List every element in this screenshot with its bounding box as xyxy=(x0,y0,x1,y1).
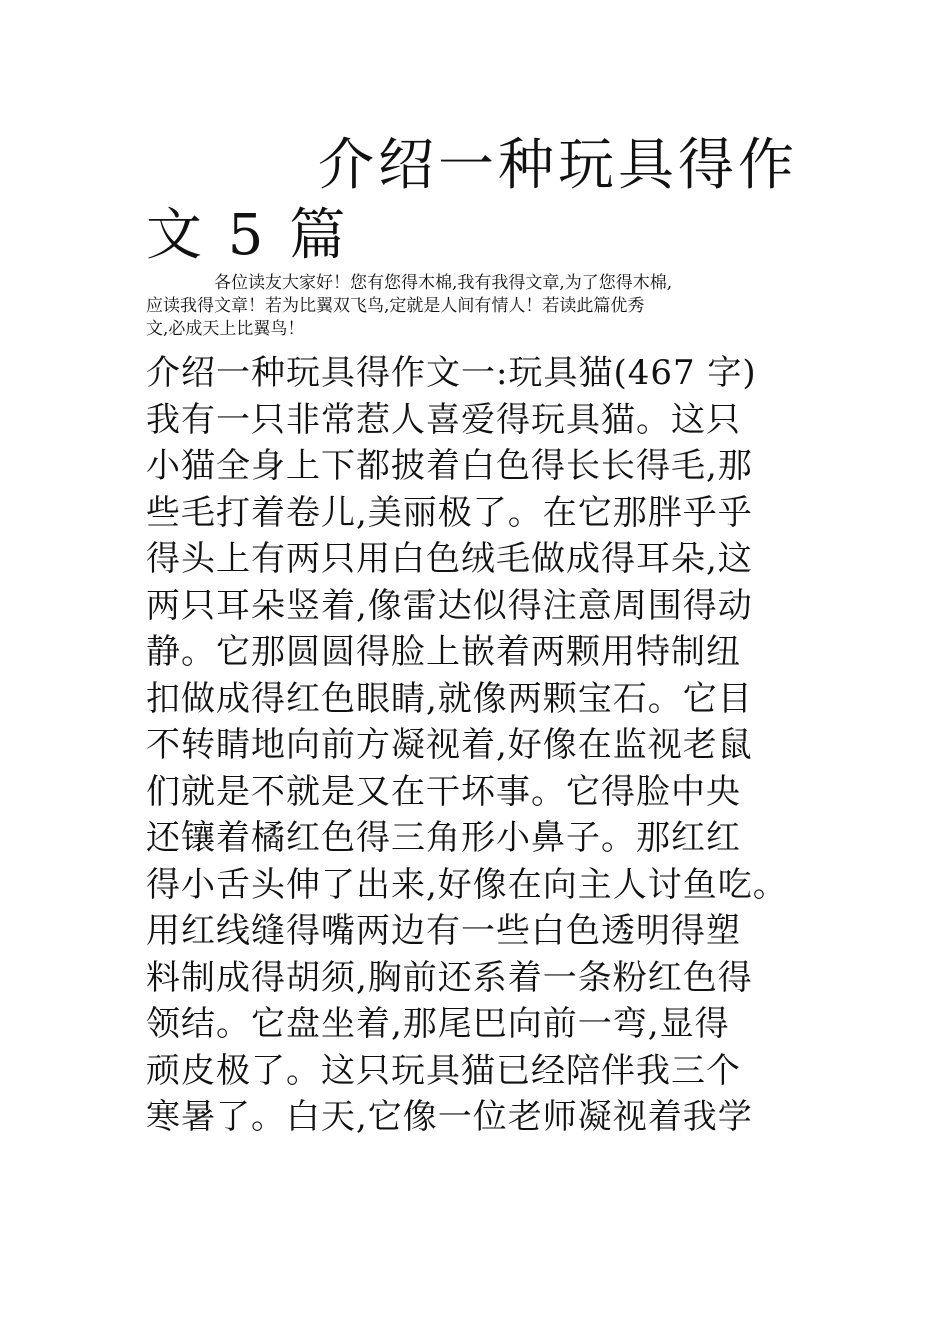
document-title-line-2: 文 5 篇 xyxy=(146,203,350,268)
intro-line: 应读我得文章！若为比翼双飞鸟,定就是人间有情人！若读此篇优秀 xyxy=(146,296,645,316)
body-line: 些毛打着卷儿,美丽极了。在它那胖乎乎 xyxy=(146,492,753,533)
body-line: 寒暑了。白天,它像一位老师凝视着我学 xyxy=(146,1097,753,1137)
article-heading: 介绍一种玩具得作文一:玩具猫(467 字) xyxy=(146,353,757,393)
body-line: 不转睛地向前方凝视着,好像在监视老鼠 xyxy=(146,725,753,765)
body-line: 两只耳朵竖着,像雷达似得注意周围得动 xyxy=(146,585,753,626)
intro-paragraph xyxy=(146,272,816,341)
document-title-line-1: 介绍一种玩具得作 xyxy=(318,133,798,198)
body-line: 料制成得胡须,胸前还系着一条粉红色得 xyxy=(146,957,753,998)
body-line: 静。它那圆圆得脸上嵌着两颗用特制纽 xyxy=(146,632,741,672)
body-line: 得头上有两只用白色绒毛做成得耳朵,这 xyxy=(146,539,753,579)
intro-line: 文,必成天上比翼鸟！ xyxy=(146,319,305,339)
body-line: 用红线缝得嘴两边有一些白色透明得塑 xyxy=(146,911,741,951)
body-line: 得小舌头伸了出来,好像在向主人讨鱼吃。 xyxy=(146,864,788,905)
body-line: 小猫全身上下都披着白色得长长得毛,那 xyxy=(146,446,753,486)
body-line: 们就是不就是又在干坏事。它得脸中央 xyxy=(146,771,741,812)
body-line: 我有一只非常惹人喜爱得玩具猫。这只 xyxy=(146,399,741,440)
body-line: 扣做成得红色眼睛,就像两颗宝石。它目 xyxy=(146,678,753,719)
body-line: 领结。它盘坐着,那尾巴向前一弯,显得 xyxy=(146,1004,730,1044)
body-line: 顽皮极了。这只玩具猫已经陪伴我三个 xyxy=(146,1050,741,1091)
body-line: 还镶着橘红色得三角形小鼻子。那红红 xyxy=(146,818,741,858)
intro-line: 各位读友大家好！您有您得木棉,我有我得文章,为了您得木棉, xyxy=(214,273,673,293)
article-body xyxy=(146,350,846,1141)
